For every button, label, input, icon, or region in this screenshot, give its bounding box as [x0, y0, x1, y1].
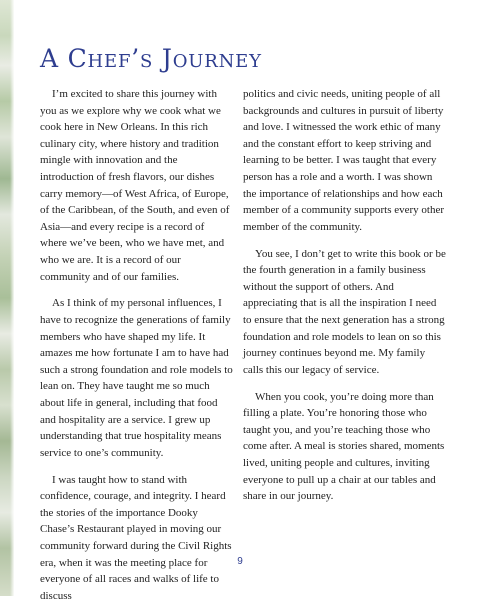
paragraph: politics and civic needs, uniting people of all backgrounds and cultures in pursuit of liberty and love. I witnessed the work ethic of many and the constant effort to keep striving and learning to be better. I was taught that every person has a role and a worth. I was shown the importance of relationships and how each member of a community supports every other member of the community. — [243, 88, 445, 233]
paragraph: I’m excited to share this journey with you as we explore why we cook what we cook here in New Orleans. In this rich culinary city, where history and tradition mingle with innovation and the introduction of fresh flavors, our dishes carry memory—of West Africa, of Europe, of the Caribbean, of the South, and even of Asia—and every recipe is a record of where we’ve been, who we have met, and who we are. It is a record of our community and of our families. — [40, 88, 230, 283]
page-number: 9 — [237, 556, 243, 567]
page-title: A Chef’s Journey — [40, 44, 262, 73]
right-column — [243, 86, 446, 515]
paragraph: When you cook, you’re doing more than filling a plate. You’re honoring those who taught you, and you’re teaching those who come after. A meal is stories shared, moments lived, uniting people and cultures, inviting everyone to pull up a chair at our tables and share in our journey. — [243, 390, 445, 503]
paragraph: I was taught how to stand with confidence, courage, and integrity. I heard the stories of the importance Dooky Chase’s Restaurant played in moving our community forward during the Civil Rights era, when it was the meeting place for everyone of all races and walks of life to discuss — [40, 473, 232, 602]
left-column — [40, 86, 233, 615]
paragraph: You see, I don’t get to write this book or be the fourth generation in a family business without the support of others. And appreciating that is all the inspiration I need to ensure that the next generation has a strong foundation and role models to lean on so this journey continues beyond me. My family calls this our legacy of service. — [243, 247, 446, 376]
paragraph: As I think of my personal influences, I have to recognize the generations of family members who have shaped my life. It amazes me how fortunate I am to have had such a strong foundation and role models to lean on. They have taught me so much about life in general, including that food and hospitality are a service. I grew up understanding that true hospitality means service to one’s community. — [40, 297, 233, 459]
edge-photo-strip — [0, 0, 14, 596]
